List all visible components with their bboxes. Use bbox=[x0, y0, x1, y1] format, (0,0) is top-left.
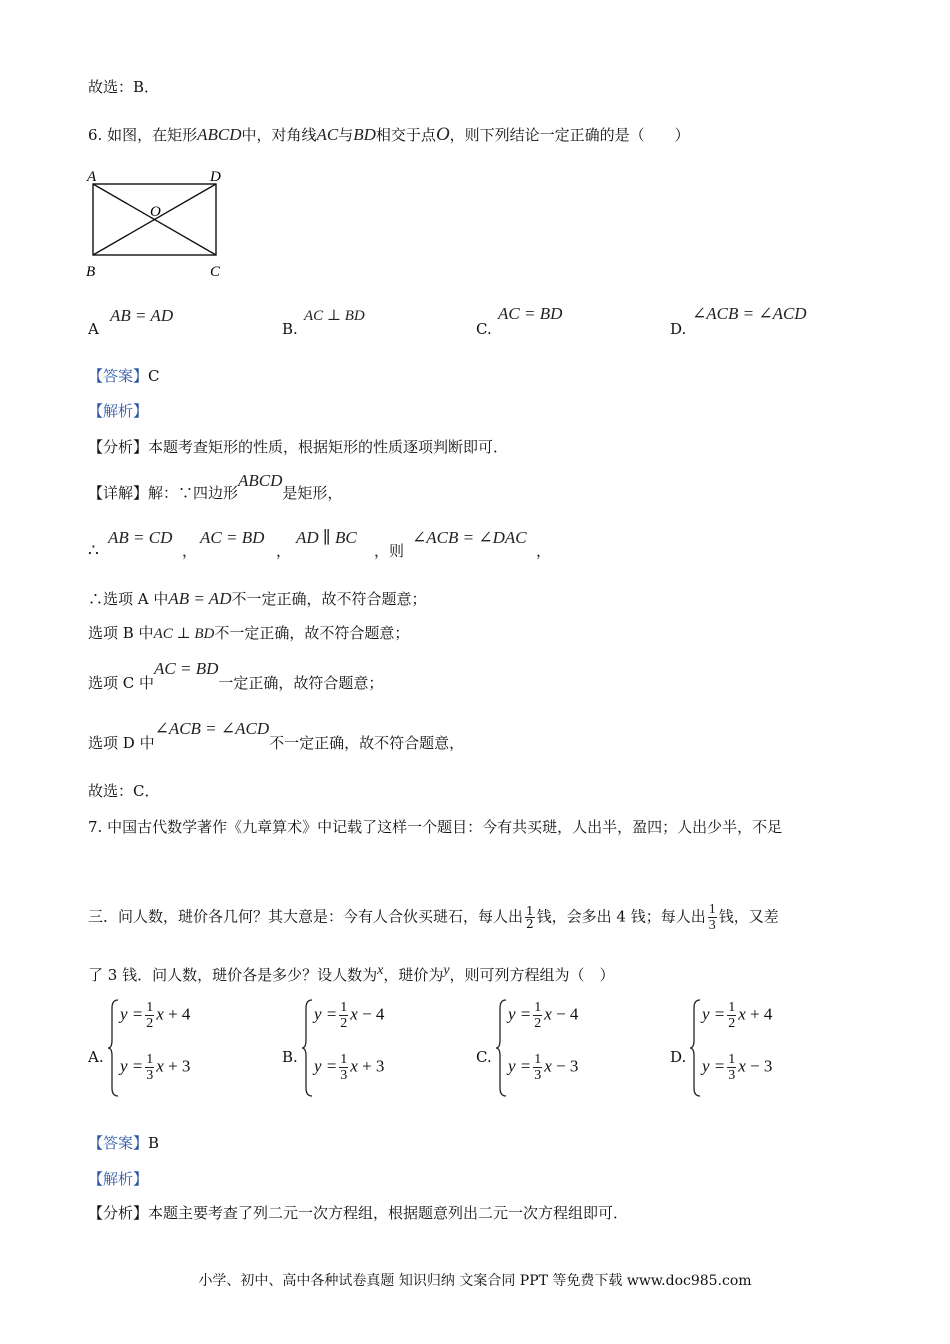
q6-option-d-expr: ∠ACB = ∠ACD bbox=[692, 304, 807, 323]
eq-const: − 4 bbox=[362, 1004, 385, 1024]
q7-analysis-tag: 【解析】 bbox=[88, 1170, 149, 1188]
label-o: O bbox=[150, 204, 161, 220]
q7-text: ，琎价为 bbox=[383, 966, 444, 984]
equation-2 bbox=[314, 1052, 384, 1083]
label-b: B bbox=[86, 264, 96, 280]
q7-stem-line1: 7. 中国古代数学著作《九章算术》中记载了这样一个题目：今有共买琎，人出半，盈四；人出少半，不足 bbox=[88, 818, 783, 836]
equation-system bbox=[690, 998, 820, 1098]
eq-lhs: y = bbox=[508, 1004, 532, 1024]
math-y: y bbox=[443, 963, 450, 978]
equation-system bbox=[108, 998, 238, 1098]
q7-text: 了 3 钱．问人数，琎价各是多少？设人数为 bbox=[88, 966, 378, 984]
label-a: A bbox=[87, 169, 97, 185]
numerator: 1 bbox=[340, 1000, 348, 1015]
numerator: 1 bbox=[534, 1052, 542, 1067]
q6-stem-text: ，则下列结论一定正确的是（ ） bbox=[449, 126, 690, 144]
denominator: 3 bbox=[146, 1068, 154, 1083]
q6-fenxi bbox=[88, 436, 508, 458]
answer-tag: 【答案】 bbox=[88, 367, 149, 385]
equation-2 bbox=[120, 1052, 190, 1083]
fenxi-tag: 【分析】 bbox=[88, 1204, 149, 1222]
fraction bbox=[727, 1052, 736, 1083]
q6-line-d bbox=[88, 719, 465, 754]
eq-lhs: y = bbox=[314, 1004, 338, 1024]
option-letter: D. bbox=[670, 320, 687, 338]
line-post: 不一定正确，故不符合题意， bbox=[269, 734, 465, 752]
therefore-symbol: ∴ bbox=[88, 541, 99, 561]
numerator: 1 bbox=[728, 1000, 736, 1015]
denominator: 2 bbox=[526, 917, 534, 931]
option-letter: B. bbox=[282, 320, 298, 338]
fraction-half bbox=[525, 905, 535, 930]
fenxi-tag: 【分析】 bbox=[88, 438, 149, 456]
fraction bbox=[339, 1000, 348, 1031]
line-expr: AB = AD bbox=[168, 589, 232, 608]
q7-option-letter: B. bbox=[282, 1048, 298, 1066]
numerator: 1 bbox=[146, 1000, 154, 1015]
q6-option-b-expr: AC ⊥ BD bbox=[304, 308, 365, 324]
fact-ad-bc: AD ∥ BC bbox=[296, 528, 357, 547]
q6-stem-text: 6. 如图，在矩形 bbox=[88, 126, 198, 144]
numerator: 1 bbox=[534, 1000, 542, 1015]
math-ac: AC bbox=[316, 125, 339, 144]
fenxi-text: 本题考查矩形的性质，根据矩形的性质逐项判断即可． bbox=[148, 438, 509, 456]
fact-angles: ∠ACB = ∠DAC bbox=[412, 528, 527, 547]
eq-const: + 3 bbox=[168, 1056, 191, 1076]
line-post: 不一定正确，故不符合题意； bbox=[214, 624, 410, 642]
eq-x: x bbox=[544, 1056, 552, 1076]
rectangle-figure bbox=[84, 166, 234, 284]
comma: ， bbox=[182, 542, 198, 560]
equation-1 bbox=[120, 1000, 190, 1031]
line-post: 一定正确，故符合题意； bbox=[218, 674, 384, 692]
math-abcd: ABCD bbox=[197, 125, 242, 144]
eq-x: x bbox=[156, 1056, 164, 1076]
answer-tag: 【答案】 bbox=[88, 1134, 149, 1152]
equation-1 bbox=[702, 1000, 772, 1031]
q7-option-letter: C. bbox=[476, 1048, 492, 1066]
q6-option-c-expr: AC = BD bbox=[498, 304, 563, 323]
q7-option-letter: A. bbox=[88, 1048, 104, 1066]
math-o: O bbox=[435, 124, 450, 145]
q6-stem bbox=[88, 124, 690, 146]
line-expr: ∠ACB = ∠ACD bbox=[154, 719, 270, 738]
q7-option-letter: D. bbox=[670, 1048, 687, 1066]
line-pre: 选项 D 中 bbox=[88, 734, 155, 752]
fraction bbox=[533, 1000, 542, 1031]
line-expr: AC ⊥ BD bbox=[153, 626, 215, 642]
then-text: ，则 bbox=[374, 542, 405, 560]
denominator: 2 bbox=[534, 1016, 542, 1031]
numerator: 1 bbox=[340, 1052, 348, 1067]
q7-text: 钱，又差 bbox=[718, 907, 779, 926]
eq-const: − 3 bbox=[556, 1056, 579, 1076]
denominator: 2 bbox=[146, 1016, 154, 1031]
line-expr: AC = BD bbox=[154, 659, 219, 678]
eq-const: − 4 bbox=[556, 1004, 579, 1024]
eq-const: + 3 bbox=[362, 1056, 385, 1076]
answer-value: C bbox=[148, 367, 160, 385]
line-pre: 选项 B 中 bbox=[88, 624, 154, 642]
fact-ac-bd: AC = BD bbox=[200, 528, 265, 547]
fraction bbox=[727, 1000, 736, 1031]
eq-x: x bbox=[350, 1004, 358, 1024]
q6-conclusion: 故选：C． bbox=[88, 782, 160, 800]
line-post: 不一定正确，故不符合题意； bbox=[231, 590, 427, 608]
prev-answer: 故选：B． bbox=[88, 78, 160, 96]
q7-text: 钱，会多出 4 钱；每人出 bbox=[536, 907, 706, 926]
fraction bbox=[145, 1052, 154, 1083]
line-pre: ∴选项 A 中 bbox=[88, 590, 169, 608]
q7-stem-line3 bbox=[88, 964, 615, 988]
brace-icon bbox=[496, 998, 508, 1098]
fraction bbox=[339, 1052, 348, 1083]
denominator: 3 bbox=[728, 1068, 736, 1083]
q7-answer bbox=[88, 1132, 159, 1154]
math-abcd: ABCD bbox=[238, 471, 283, 490]
label-d: D bbox=[210, 169, 221, 185]
fraction-third bbox=[708, 902, 717, 933]
q7-text: ，则可列方程组为（ ） bbox=[449, 966, 615, 984]
q6-stem-text: 相交于点 bbox=[375, 126, 436, 144]
eq-x: x bbox=[156, 1004, 164, 1024]
eq-lhs: y = bbox=[508, 1056, 532, 1076]
eq-lhs: y = bbox=[120, 1056, 144, 1076]
q6-option-a-expr: AB = AD bbox=[110, 306, 174, 325]
eq-lhs: y = bbox=[702, 1004, 726, 1024]
xiangjie-text: 是矩形， bbox=[282, 484, 343, 502]
label-c: C bbox=[210, 264, 221, 280]
eq-const: − 3 bbox=[750, 1056, 773, 1076]
option-letter: A bbox=[88, 320, 99, 338]
q6-answer bbox=[88, 365, 160, 387]
q6-line-c bbox=[88, 659, 384, 694]
q6-option-a bbox=[88, 320, 99, 338]
numerator: 1 bbox=[526, 904, 534, 918]
equation-1 bbox=[314, 1000, 384, 1031]
brace-icon bbox=[108, 998, 120, 1098]
q6-stem-text: 中，对角线 bbox=[241, 126, 317, 144]
equation-1 bbox=[508, 1000, 578, 1031]
eq-lhs: y = bbox=[702, 1056, 726, 1076]
xiangjie-tag: 【详解】 bbox=[88, 484, 149, 502]
eq-x: x bbox=[544, 1004, 552, 1024]
q6-option-b bbox=[282, 320, 298, 338]
fraction bbox=[533, 1052, 542, 1083]
footer-watermark: 小学、初中、高中各种试卷真题 知识归纳 文案合同 PPT 等免费下载 www.doc985.com bbox=[198, 1273, 752, 1289]
numerator: 1 bbox=[728, 1052, 736, 1067]
eq-lhs: y = bbox=[314, 1056, 338, 1076]
q6-line-b bbox=[88, 622, 409, 645]
equation-system bbox=[302, 998, 432, 1098]
comma: ， bbox=[536, 542, 552, 560]
denominator: 3 bbox=[708, 918, 716, 933]
xiangjie-text: 解：∵四边形 bbox=[148, 484, 239, 502]
q6-analysis-tag: 【解析】 bbox=[88, 402, 149, 420]
q7-fenxi bbox=[88, 1202, 628, 1224]
q6-facts bbox=[88, 540, 99, 562]
brace-icon bbox=[690, 998, 702, 1098]
eq-x: x bbox=[738, 1056, 746, 1076]
brace-icon bbox=[302, 998, 314, 1098]
denominator: 2 bbox=[728, 1016, 736, 1031]
answer-value: B bbox=[148, 1134, 160, 1152]
denominator: 3 bbox=[534, 1068, 542, 1083]
q6-option-c bbox=[476, 320, 492, 338]
fenxi-text: 本题主要考查了列二元一次方程组，根据题意列出二元一次方程组即可． bbox=[148, 1204, 629, 1222]
eq-x: x bbox=[738, 1004, 746, 1024]
numerator: 1 bbox=[708, 902, 716, 917]
comma: ， bbox=[276, 542, 292, 560]
equation-2 bbox=[508, 1052, 578, 1083]
q6-stem-text: 与 bbox=[338, 126, 354, 144]
math-bd: BD bbox=[353, 125, 376, 144]
denominator: 3 bbox=[340, 1068, 348, 1083]
fact-ab-cd: AB = CD bbox=[108, 528, 173, 547]
equation-2 bbox=[702, 1052, 772, 1083]
eq-lhs: y = bbox=[120, 1004, 144, 1024]
math-x: x bbox=[377, 963, 384, 978]
fraction bbox=[145, 1000, 154, 1031]
option-letter: C. bbox=[476, 320, 492, 338]
eq-const: + 4 bbox=[168, 1004, 191, 1024]
q7-text: 三．问人数，琎价各几何？其大意是：今有人合伙买琎石，每人出 bbox=[88, 907, 524, 926]
line-pre: 选项 C 中 bbox=[88, 674, 155, 692]
q7-stem-line2 bbox=[88, 902, 779, 933]
q6-option-d bbox=[670, 320, 686, 338]
equation-system bbox=[496, 998, 626, 1098]
numerator: 1 bbox=[146, 1052, 154, 1067]
eq-const: + 4 bbox=[750, 1004, 773, 1024]
q6-line-a bbox=[88, 588, 427, 610]
denominator: 2 bbox=[340, 1016, 348, 1031]
eq-x: x bbox=[350, 1056, 358, 1076]
q6-xiangjie bbox=[88, 471, 343, 504]
